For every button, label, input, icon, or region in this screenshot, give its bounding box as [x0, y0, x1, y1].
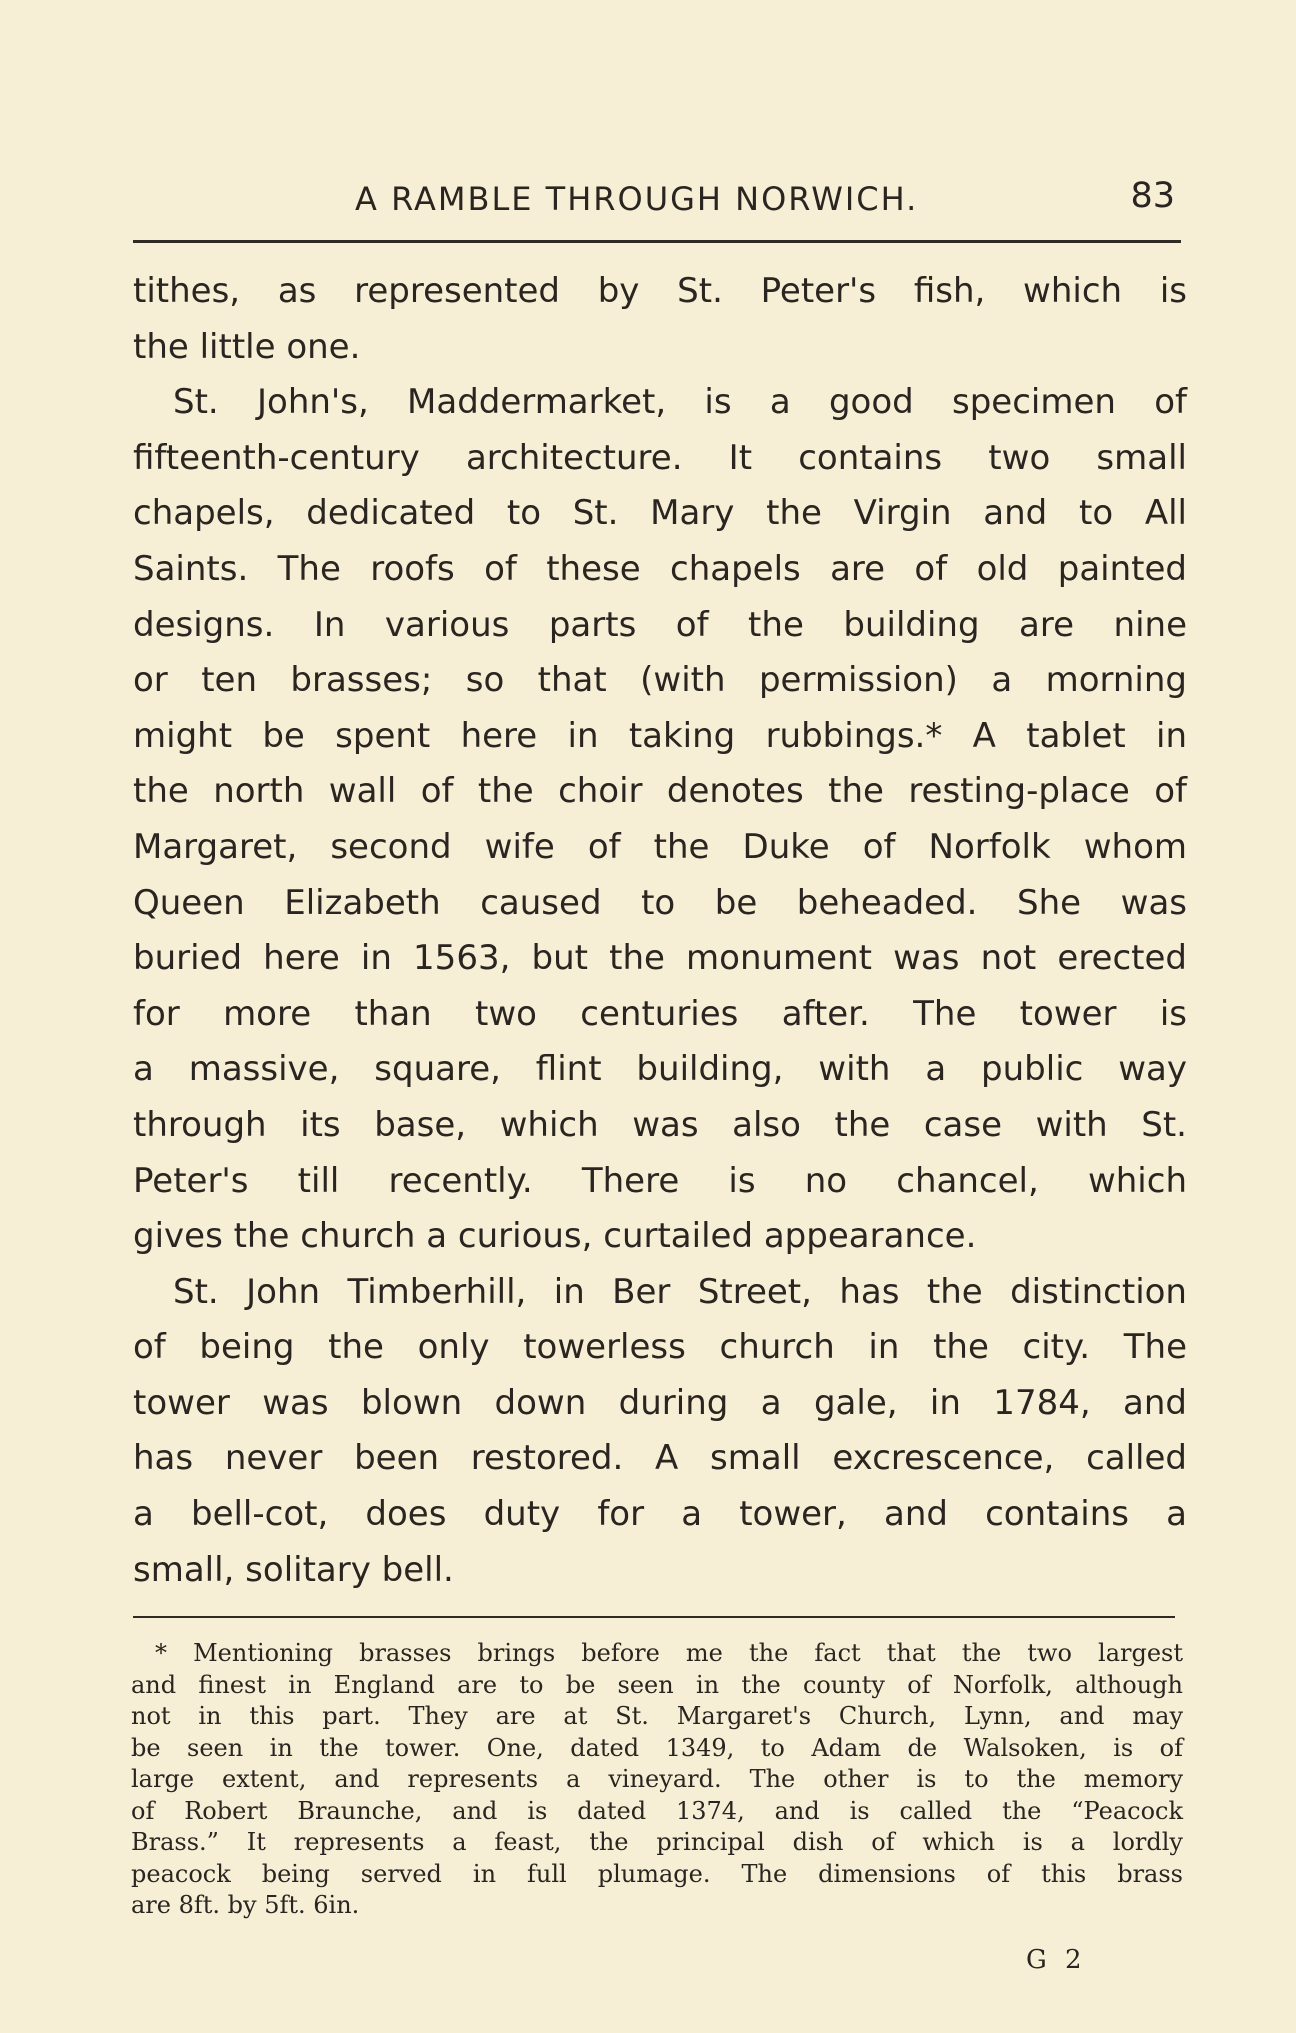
- footnote: [131, 1638, 1183, 1922]
- header-rule: [133, 240, 1181, 243]
- body-line: for more than two centuries after. The tower is: [133, 993, 1187, 1034]
- footnote-rule: [133, 1616, 1175, 1618]
- body-line: St. John Timberhill, in Ber Street, has the distinction: [173, 1271, 1187, 1312]
- footnote-line: large extent, and represents a vineyard. The other is to the memory: [131, 1765, 1183, 1793]
- body-line: a bell-cot, does duty for a tower, and contains a: [133, 1494, 1187, 1535]
- body-line: small, solitary bell.: [133, 1549, 454, 1590]
- footnote-line: are 8ft. by 5ft. 6in.: [131, 1891, 360, 1919]
- body-line: tithes, as represented by St. Peter's fish, which is: [133, 271, 1187, 311]
- body-line: the little one.: [133, 326, 361, 367]
- body-line: Saints. The roofs of these chapels are of old painted: [133, 548, 1187, 589]
- body-text: [133, 264, 1187, 1598]
- body-line: Peter's till recently. There is no chancel, which: [133, 1160, 1187, 1201]
- footnote-line: and finest in England are to be seen in the county of Norfolk, although: [131, 1670, 1183, 1699]
- footnote-line: Brass.” It represents a feast, the principal dish of which is a lordly: [131, 1828, 1183, 1856]
- body-line: has never been restored. A small excrescence, called: [133, 1438, 1187, 1479]
- body-line: chapels, dedicated to St. Mary the Virgin and to All: [133, 493, 1187, 534]
- body-line: or ten brasses; so that (with permission) a morning: [133, 660, 1187, 701]
- body-line: through its base, which was also the case with St.: [133, 1104, 1187, 1145]
- body-line: gives the church a curious, curtailed appearance.: [133, 1216, 977, 1257]
- page-number: 83: [1130, 176, 1175, 216]
- body-line: of being the only towerless church in the city. The: [133, 1327, 1187, 1368]
- footnote-line: be seen in the tower. One, dated 1349, to Adam de Walsoken, is of: [131, 1733, 1183, 1762]
- footnote-line: peacock being served in full plumage. The dimensions of this brass: [131, 1859, 1183, 1888]
- footnote-line: not in this part. They are at St. Margaret's Church, Lynn, and may: [131, 1702, 1183, 1730]
- body-line: Margaret, second wife of the Duke of Norfolk whom: [133, 826, 1187, 867]
- signature-mark: G 2: [1026, 1945, 1087, 1975]
- body-line: might be spent here in taking rubbings.* A tablet in: [133, 715, 1187, 756]
- running-title: A RAMBLE THROUGH NORWICH.: [355, 180, 919, 218]
- body-line: buried here in 1563, but the monument was not erected: [133, 938, 1187, 979]
- body-line: Queen Elizabeth caused to be beheaded. She was: [133, 882, 1187, 923]
- body-line: a massive, square, flint building, with a public way: [133, 1049, 1187, 1090]
- body-line: designs. In various parts of the building are nine: [133, 604, 1187, 645]
- body-line: St. John's, Maddermarket, is a good specimen of: [173, 382, 1187, 423]
- body-line: fifteenth-century architecture. It contains two small: [133, 437, 1187, 478]
- footnote-line: of Robert Braunche, and is dated 1374, and is called the “Peacock: [131, 1796, 1183, 1825]
- running-head: [133, 176, 1175, 226]
- footnote-line: * Mentioning brasses brings before me the fact that the two largest: [155, 1639, 1183, 1667]
- body-line: the north wall of the choir denotes the resting-place of: [133, 771, 1187, 812]
- body-line: tower was blown down during a gale, in 1784, and: [133, 1382, 1187, 1423]
